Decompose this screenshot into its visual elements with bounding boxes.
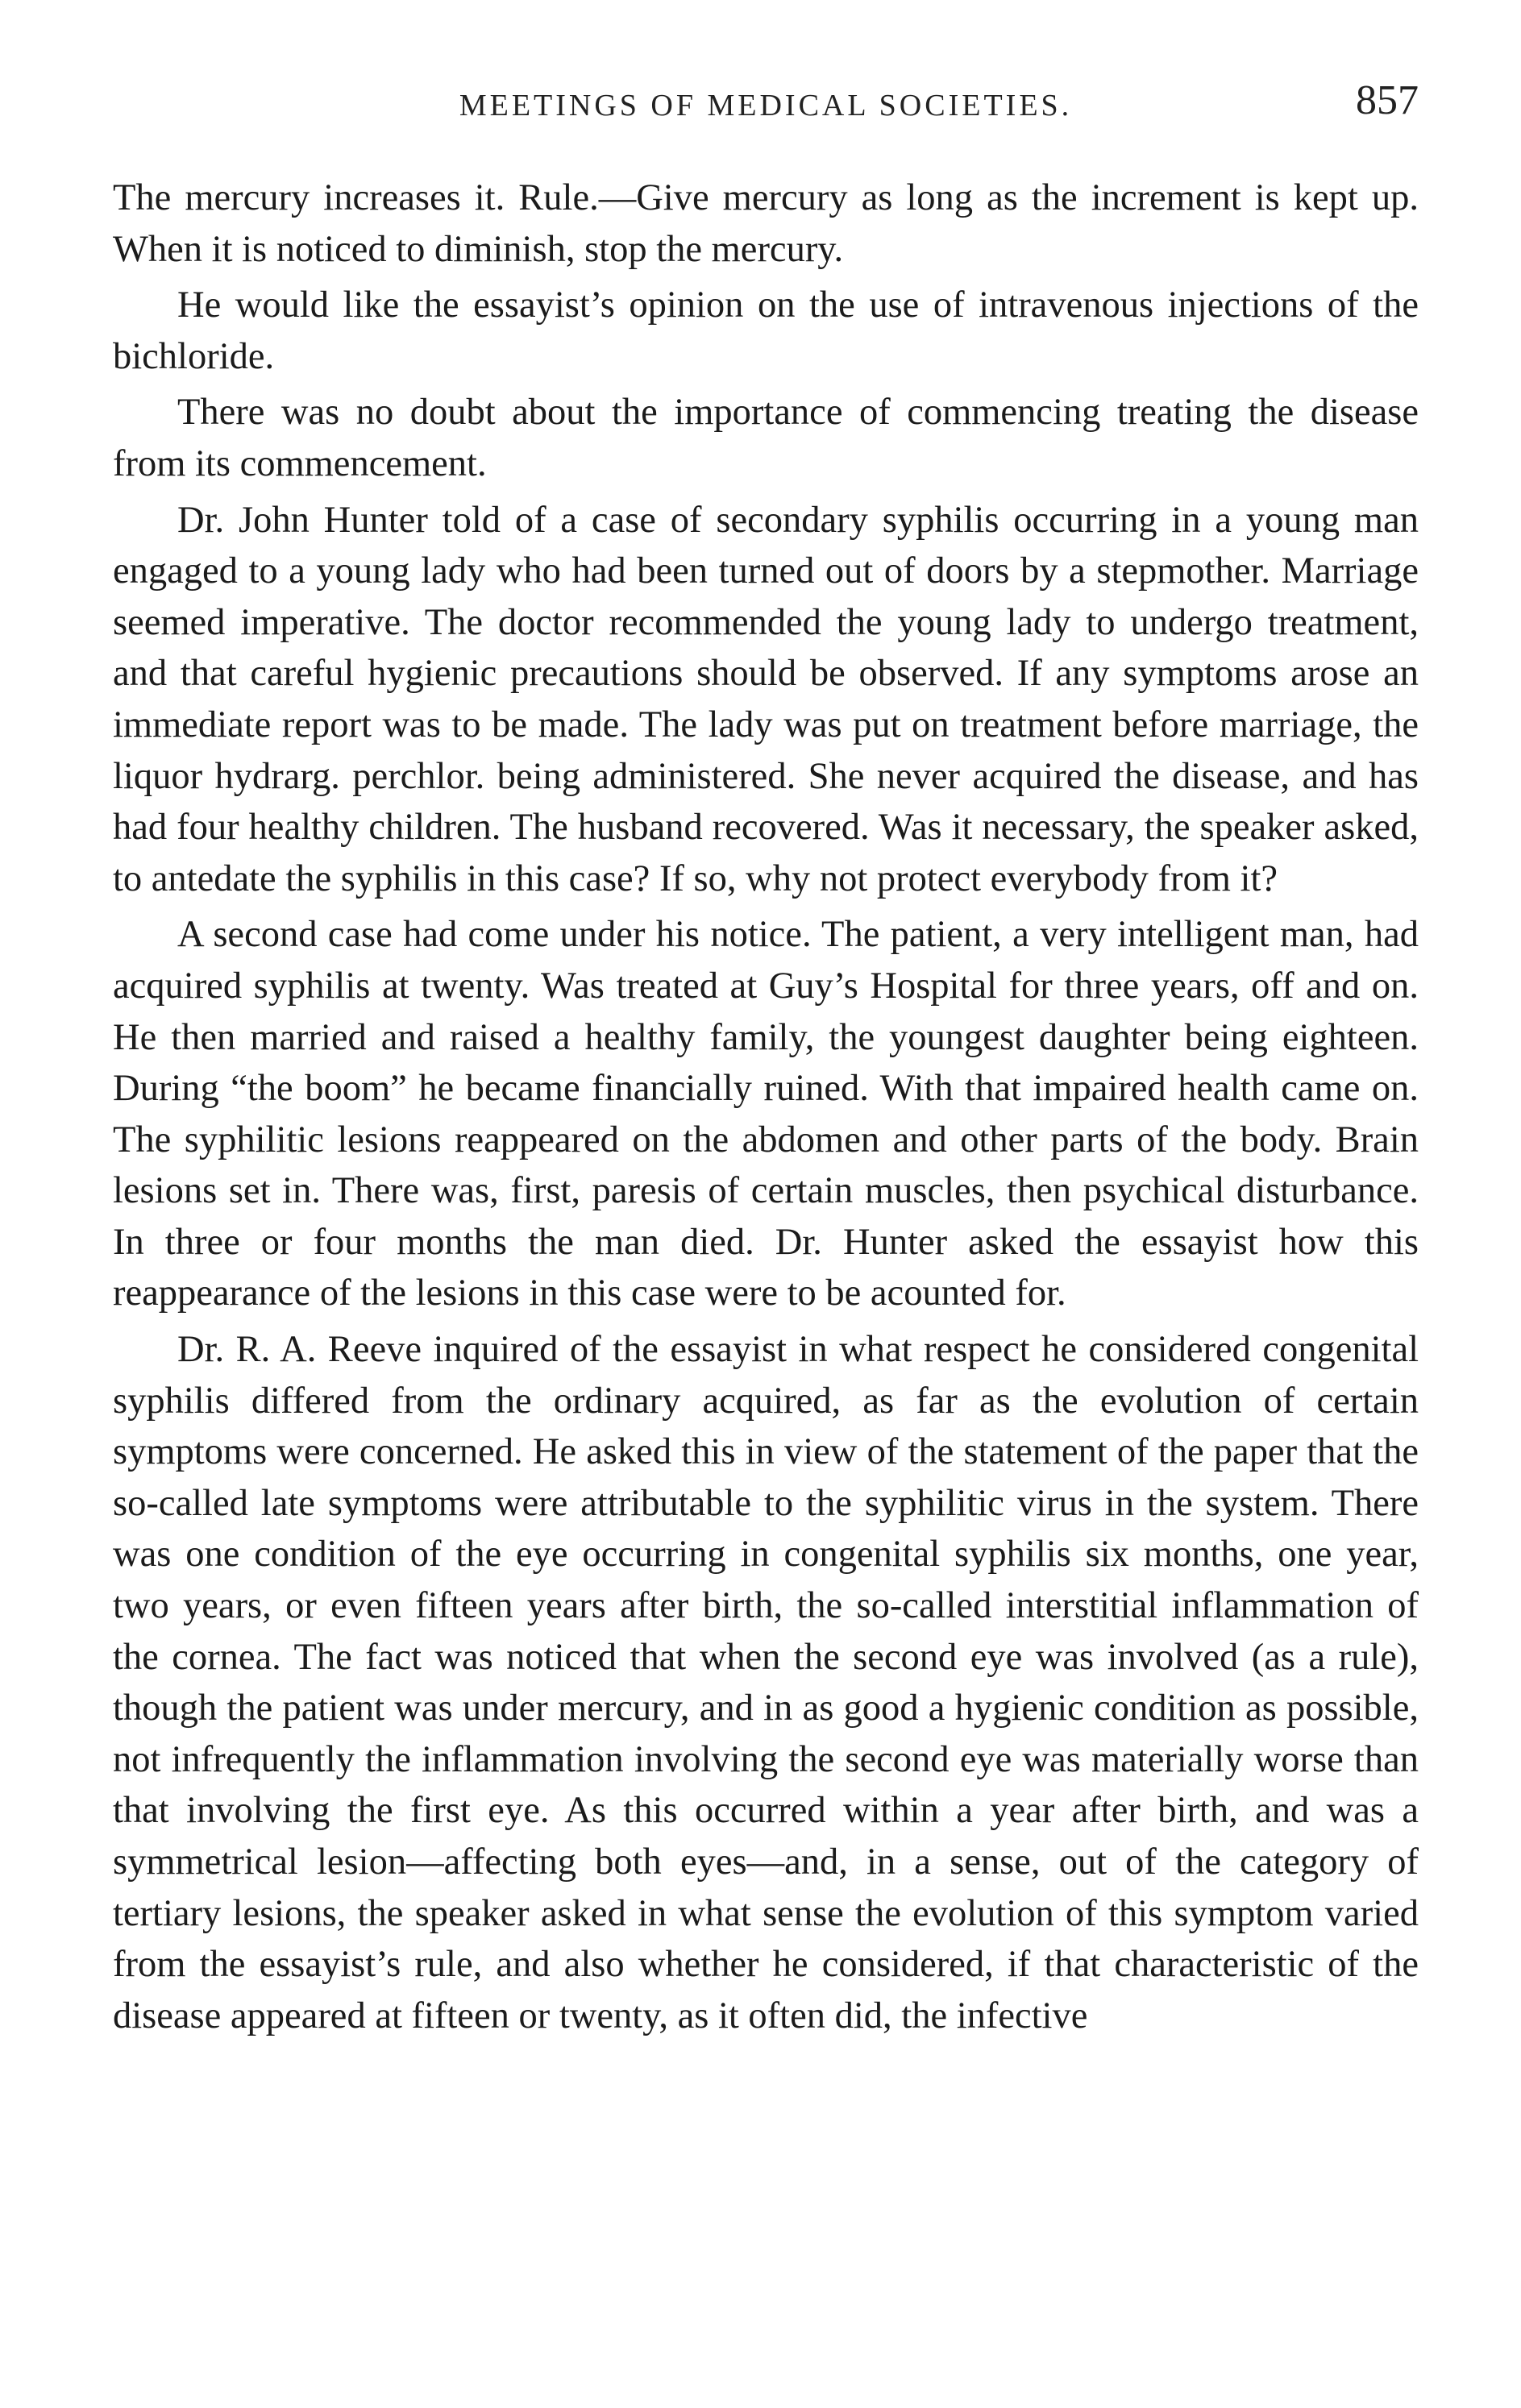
body-text xyxy=(113,172,1419,2041)
running-head xyxy=(113,77,1419,141)
paragraph-3: There was no doubt about the importance of commencing treating the disease from its commencement. xyxy=(113,392,1419,484)
running-title: MEETINGS OF MEDICAL SOCIETIES. xyxy=(459,89,1073,122)
paragraph-4: Dr. John Hunter told of a case of secondary syphilis occurring in a young man engaged to a young lady who had been turned out of doors by a stepmother. Marriage seemed imperative. The doctor recommended the young lady to undergo treatment, and that careful hygienic precautions should be observed. If any symptoms arose an immediate report was to be made. The lady was put on treatment before marriage, the liquor hydrarg. perchlor. being administered. She never acquired the disease, and has had four healthy children. The husband recovered. Was it necessary, the speaker asked, to antedate the syphilis in this case? If so, why not protect everybody from it? xyxy=(113,499,1419,899)
page-number: 857 xyxy=(1356,77,1419,123)
paragraph-1: The mercury increases it. Rule.—Give mercury as long as the increment is kept up. When it is noticed to diminish, stop the mercury. xyxy=(113,177,1419,270)
paragraph-2: He would like the essayist’s opinion on the use of intravenous injections of the bichloride. xyxy=(113,284,1419,377)
paragraph-5: A second case had come under his notice. The patient, a very intelligent man, had acquired syphilis at twenty. Was treated at Guy’s Hospital for three years, off and on. He then married and raised a healthy family, the youngest daughter being eighteen. During “the boom” he became financially ruined. With that impaired health came on. The syphilitic lesions reappeared on the abdomen and other parts of the body. Brain lesions set in. There was, first, paresis of certain muscles, then psychical disturbance. In three or four months the man died. Dr. Hunter asked the essayist how this reappearance of the lesions in this case were to be acounted for. xyxy=(113,914,1419,1314)
paragraph-6: Dr. R. A. Reeve inquired of the essayist in what respect he considered congenital syphilis differed from the ordinary acquired, as far as the evolution of certain symptoms were concerned. He asked this in view of the statement of the paper that the so-called late symptoms were attributable to the syphilitic virus in the system. There was one condition of the eye occurring in congenital syphilis six months, one year, two years, or even fifteen years after birth, the so-called interstitial inflammation of the cornea. The fact was noticed that when the second eye was involved (as a rule), though the patient was under mercury, and in as good a hygienic condition as possible, not infrequently the inflammation involving the second eye was materially worse than that involving the first eye. As this occurred within a year after birth, and was a symmetrical lesion—affecting both eyes—and, in a sense, out of the category of tertiary lesions, the speaker asked in what sense the evolution of this symptom varied from the essayist’s rule, and also whether he considered, if that characteristic of the disease appeared at fifteen or twenty, as it often did, the infective xyxy=(113,1329,1419,2036)
